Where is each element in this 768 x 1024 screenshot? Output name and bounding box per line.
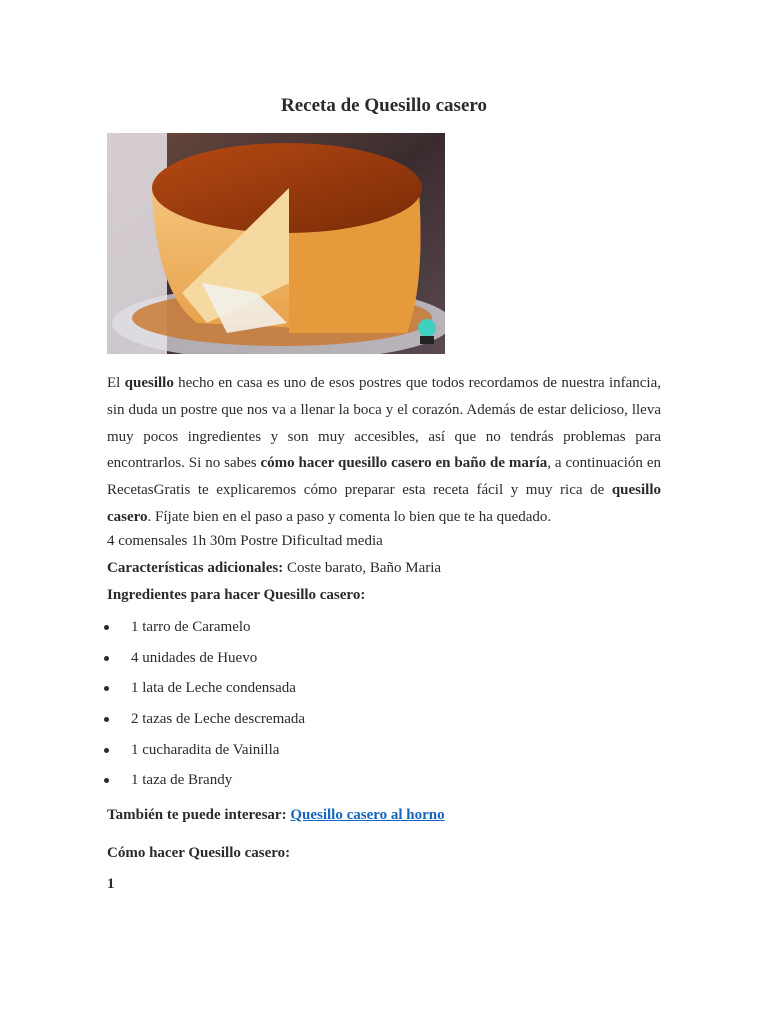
page-title: Receta de Quesillo casero [281, 95, 487, 116]
ingredient-item [107, 767, 661, 798]
ingredient-label: 2 tazas de Leche descremada [131, 711, 306, 728]
ingredient-item [107, 737, 661, 768]
intro-text-2: hecho en casa es uno de esos postres que todos recordamos de nuestra infancia, sin duda un postre que nos va a llenar la boca y el corazón. Además de estar delicioso, lleva muy pocos ingredientes y son muy accesibles, así que no tendrás problemas para encontrarlos. Si no sabes [107, 375, 661, 472]
ingredient-label: 1 lata de Leche condensada [131, 680, 296, 697]
steps-heading: Cómo hacer Quesillo casero: [107, 845, 291, 861]
intro-text-3: , a continuación en RecetasGratis te explicaremos cómo preparar esta receta fácil y muy rica de [107, 455, 661, 499]
intro-text-1: El [107, 375, 125, 391]
step-number: 1 [107, 876, 115, 892]
ingredient-label: 1 tarro de Caramelo [131, 619, 251, 635]
ingredient-label: 4 unidades de Huevo [131, 649, 258, 666]
intro-text-4: . Fíjate bien en el paso a paso y comenta lo bien que te ha quedado. [147, 508, 552, 525]
related-label: También te puede interesar: [107, 807, 287, 823]
bullet-icon [104, 686, 109, 691]
recipe-meta-line: 4 comensales 1h 30m Postre Dificultad media [107, 533, 383, 549]
ingredient-label: 1 cucharadita de Vainilla [131, 741, 280, 758]
ingredient-item [107, 614, 661, 645]
ingredient-item [107, 675, 661, 706]
quesillo-photo [107, 133, 445, 354]
ingredients-heading: Ingredientes para hacer Quesillo casero: [107, 587, 366, 603]
quesillo-image [107, 133, 445, 354]
intro-bold-3: quesillo casero [107, 482, 661, 525]
bullet-icon [104, 717, 109, 722]
related-recipe-link[interactable]: Quesillo casero al horno [290, 807, 445, 823]
features-value: Coste barato, Baño Maria [283, 560, 442, 576]
ingredient-label: 1 taza de Brandy [131, 772, 233, 789]
bullet-icon [104, 778, 109, 783]
related-line [107, 807, 661, 824]
ingredient-item [107, 706, 661, 737]
bullet-icon [104, 625, 109, 630]
intro-bold-2: cómo hacer quesillo casero en baño de maría [260, 455, 548, 472]
intro-bold-1: quesillo [124, 375, 174, 391]
bullet-icon [104, 656, 109, 661]
ingredients-list [107, 614, 661, 798]
intro-paragraph [107, 370, 661, 531]
features-label: Características adicionales: [107, 560, 284, 576]
bullet-icon [104, 748, 109, 753]
features-line [107, 560, 661, 577]
ingredient-item [107, 645, 661, 676]
